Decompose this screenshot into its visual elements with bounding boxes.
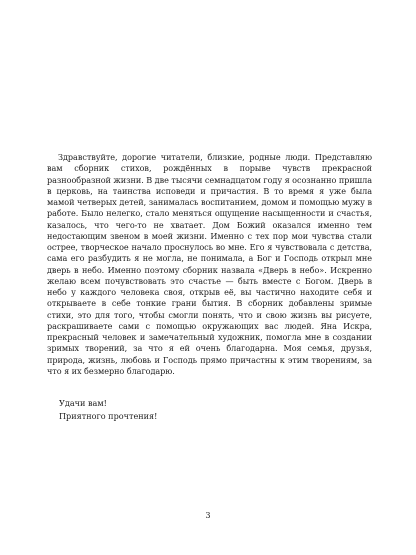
closing-enjoy: Приятного прочтения! bbox=[59, 411, 158, 421]
preface-text bbox=[47, 152, 372, 377]
preface-paragraph: Здравствуйте, дорогие читатели, близкие, родные люди. Представляю вам сборник стихов, рождённых в порыве чувств прекрасной разнообразной жизни. В две тысячи семнадцатом году я осознанно пришла в церковь, на таинства исповеди и причастия. В то время я уже была мамой четверых детей, занималась воспитанием, домом и помощью мужу в работе. Было нелегко, стало меняться ощущение насыщенности и счастья, казалось, что чего-то не хватает. Дом Божий оказался именно тем недостающим звеном в моей жизни. Именно с тех пор мои чувства стали острее, творческое начало проснулось во мне. Его я чувствовала с детства, сама его разбудить я не могла, не понимала, а Бог и Господь открыл мне дверь в небо. Именно поэтому сборник назвала «Дверь в небо». Искренно желаю всем почувствовать это счастье — быть вместе с Богом. Дверь в небо у каждого человека своя, открыв её, вы частично находите себя и открываете в себе тонкие грани бытия. В сборник добавлены зримые стихи, это для того, чтобы смогли понять, что и свою жизнь вы рисуете, раскрашиваете сами с помощью окружающих вас людей. Яна Искра, прекрасный человек и замечательный художник, помогла мне в создании зримых творений, за что я ей очень благодарна. Моя семья, друзья, природа, жизнь, любовь и Господь прямо причастны к этим творениям, за что я их безмерно благодарю. bbox=[47, 152, 372, 376]
page-number: 3 bbox=[205, 510, 211, 520]
closing-lines bbox=[59, 397, 259, 423]
closing-wish: Удачи вам! bbox=[59, 398, 107, 408]
